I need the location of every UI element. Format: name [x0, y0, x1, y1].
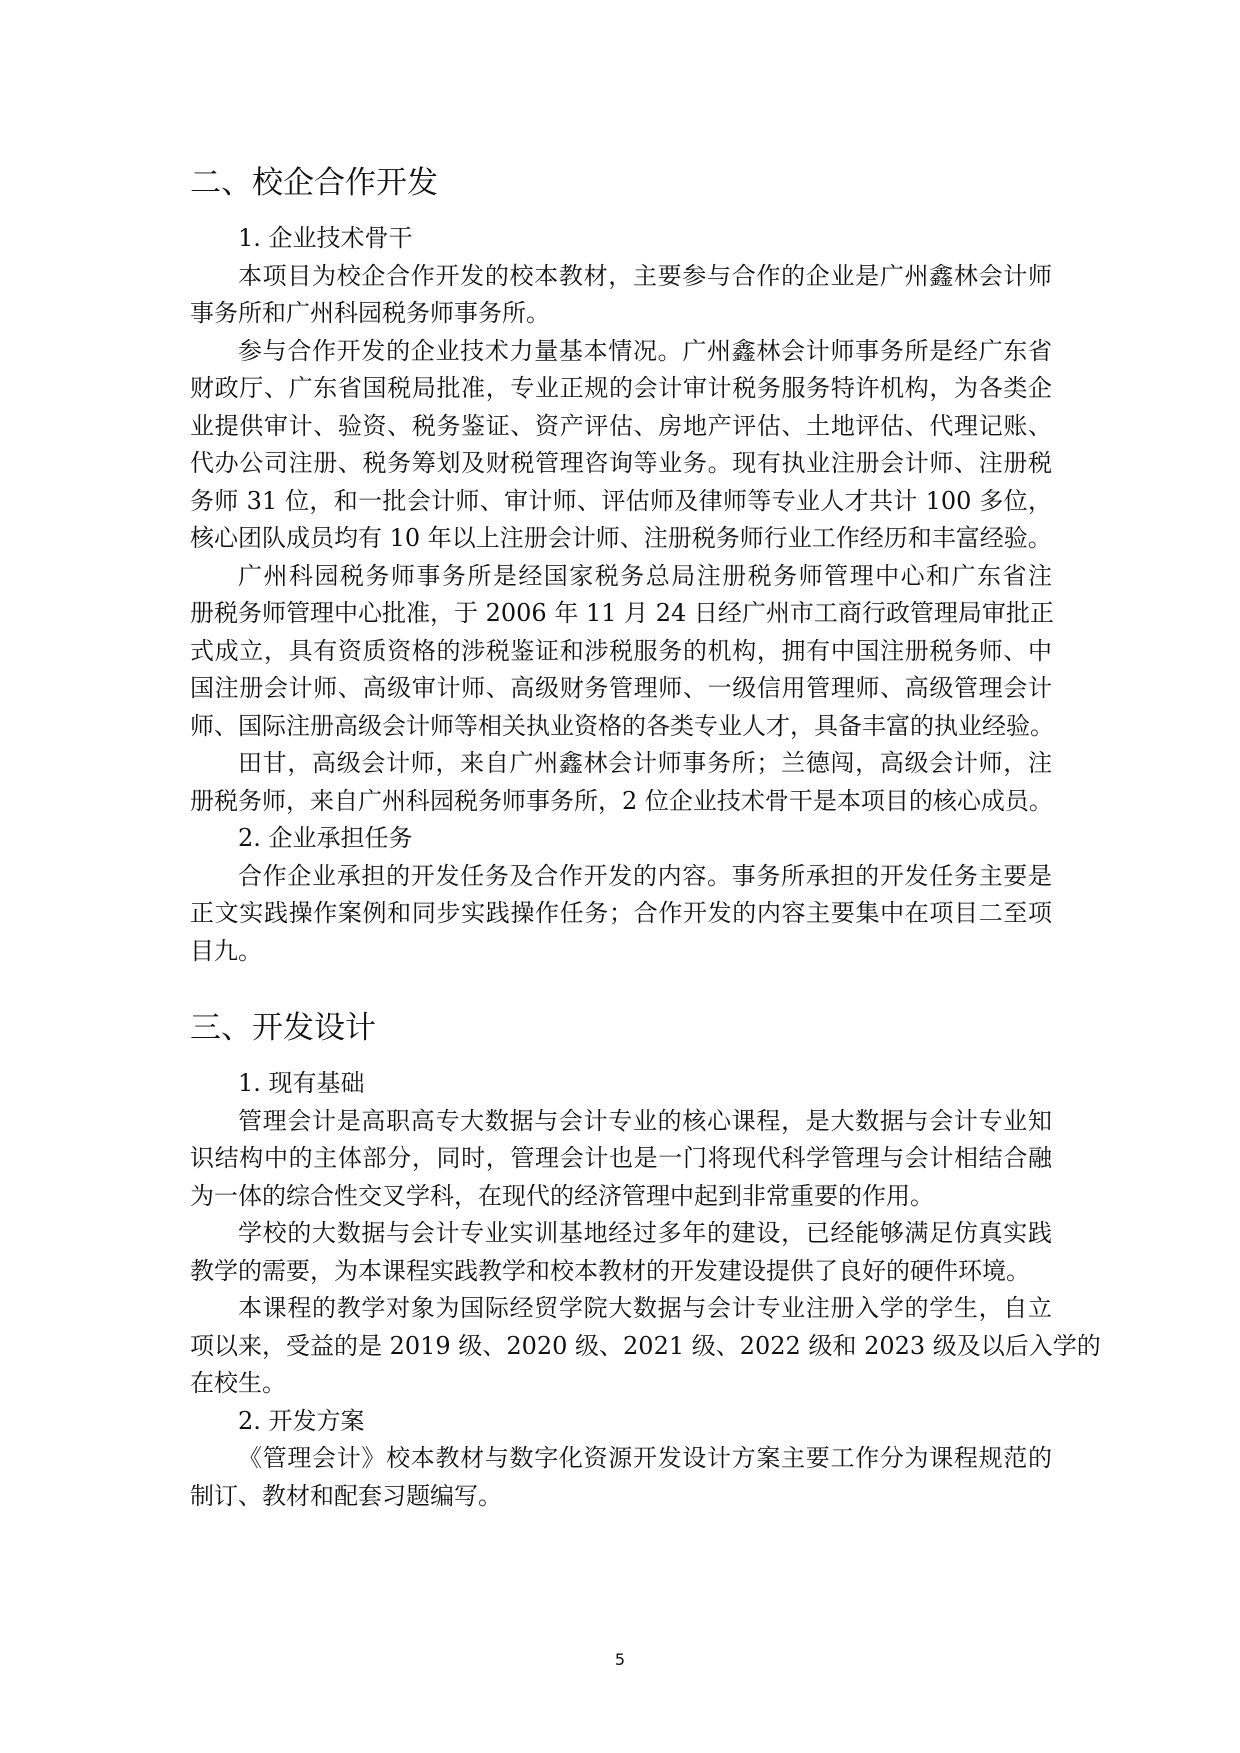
text-line: 《管理会计》校本教材与数字化资源开发设计方案主要工作分为课程规范的: [238, 1444, 1052, 1472]
subheading: [190, 1403, 1052, 1441]
text-line: 册税务师管理中心批准，于 2006 年 11 月 24 日经广州市工商行政管理局审批正: [190, 599, 1054, 627]
paragraph: [190, 258, 1052, 333]
paragraph: [190, 1215, 1052, 1290]
text-line: 合作企业承担的开发任务及合作开发的内容。事务所承担的开发任务主要是: [238, 861, 1052, 890]
text-line: 代办公司注册、税务筹划及财税管理咨询等业务。现有执业注册会计师、注册税: [190, 449, 1052, 477]
text-line: 广州科园税务师事务所是经国家税务总局注册税务师管理中心和广东省注: [238, 561, 1052, 590]
paragraph: [190, 558, 1052, 746]
text-line: 正文实践操作案例和同步实践操作任务；合作开发的内容主要集中在项目二至项: [190, 899, 1052, 927]
text-line: 田甘，高级会计师，来自广州鑫林会计师事务所；兰德闯，高级会计师，注: [238, 749, 1052, 777]
text-line: 本课程的教学对象为国际经贸学院大数据与会计专业注册入学的学生，自立: [238, 1294, 1052, 1322]
text-line: 项以来，受益的是 2019 级、2020 级、2021 级、2022 级和 2023 级及以后入学的: [190, 1331, 1101, 1360]
text-line: 业提供审计、验资、税务鉴证、资产评估、房地产评估、土地评估、代理记账、: [190, 411, 1052, 440]
text-line: 2. 企业承担任务: [238, 824, 413, 852]
text-line: 在校生。: [190, 1369, 286, 1397]
text-line: 国注册会计师、高级审计师、高级财务管理师、一级信用管理师、高级管理会计: [190, 674, 1052, 702]
text-line: 识结构中的主体部分，同时，管理会计也是一门将现代科学管理与会计相结合融: [190, 1144, 1052, 1172]
text-line: 制订、教材和配套习题编写。: [190, 1481, 502, 1510]
text-line: 目九。: [190, 936, 262, 965]
text-line: 教学的需要，为本课程实践教学和校本教材的开发建设提供了良好的硬件环境。: [190, 1256, 1030, 1285]
page-number: 5: [614, 1650, 626, 1669]
paragraph: [190, 1290, 1101, 1403]
text-line: 本项目为校企合作开发的校本教材，主要参与合作的企业是广州鑫林会计师: [238, 261, 1052, 290]
paragraph: [190, 745, 1052, 820]
subheading: [190, 820, 1052, 858]
text-line: 式成立，具有资质资格的涉税鉴证和涉税服务的机构，拥有中国注册税务师、中: [190, 636, 1052, 665]
section-body-design: [190, 1065, 1101, 1515]
text-line: 2. 开发方案: [238, 1406, 365, 1435]
text-line: 为一体的综合性交叉学科，在现代的经济管理中起到非常重要的作用。: [190, 1181, 934, 1210]
text-line: 务师 31 位，和一批会计师、审计师、评估师及律师等专业人才共计 100 多位，: [190, 486, 1052, 515]
paragraph: [190, 333, 1052, 558]
subheading: [190, 220, 1052, 258]
paragraph: [190, 858, 1052, 971]
text-line: 册税务师，来自广州科园税务师事务所，2 位企业技术骨干是本项目的核心成员。: [190, 786, 1053, 815]
text-line: 1. 企业技术骨干: [238, 224, 413, 252]
text-line: 学校的大数据与会计专业实训基地经过多年的建设，已经能够满足仿真实践: [238, 1219, 1052, 1247]
paragraph: [190, 1440, 1052, 1515]
text-line: 参与合作开发的企业技术力量基本情况。广州鑫林会计师事务所是经广东省: [238, 336, 1052, 365]
section-heading-design: 三、开发设计: [190, 1010, 376, 1046]
text-line: 管理会计是高职高专大数据与会计专业的核心课程，是大数据与会计专业知: [238, 1106, 1052, 1135]
text-line: 核心团队成员均有 10 年以上注册会计师、注册税务师行业工作经历和丰富经验。: [190, 524, 1052, 552]
text-line: 事务所和广州科园税务师事务所。: [190, 299, 550, 327]
text-line: 财政厅、广东省国税局批准，专业正规的会计审计税务服务特许机构，为各类企: [190, 374, 1052, 402]
text-line: 1. 现有基础: [238, 1069, 365, 1097]
section-heading-cooperation: 二、校企合作开发: [190, 165, 438, 201]
paragraph: [190, 1103, 1052, 1216]
subheading: [190, 1065, 1052, 1103]
text-line: 师、国际注册高级会计师等相关执业资格的各类专业人才，具备丰富的执业经验。: [190, 711, 1054, 740]
section-body-cooperation: [190, 220, 1052, 970]
